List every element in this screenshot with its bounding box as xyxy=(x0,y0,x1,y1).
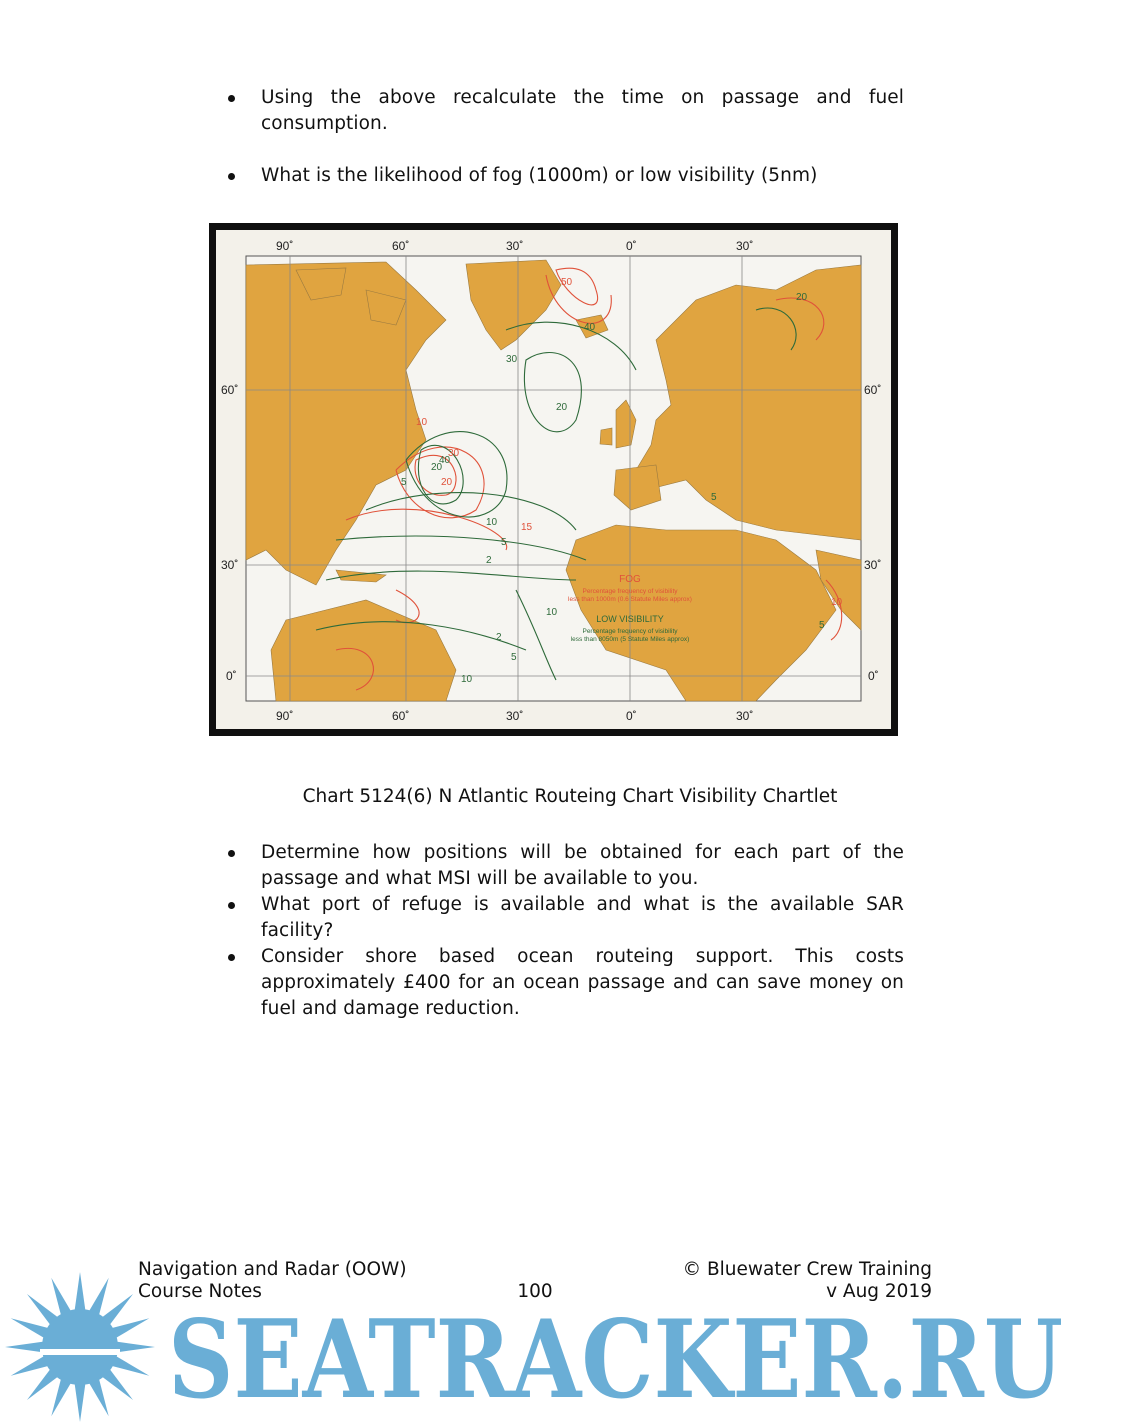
svg-text:60˚: 60˚ xyxy=(864,383,882,397)
bullet-item: Determine how positions will be obtained for each part of the passage and what MSI will be available to you. xyxy=(228,840,904,892)
svg-text:40: 40 xyxy=(584,322,596,333)
svg-text:10: 10 xyxy=(546,607,558,618)
svg-text:5: 5 xyxy=(511,652,517,663)
svg-text:30˚: 30˚ xyxy=(506,239,524,253)
svg-text:0˚: 0˚ xyxy=(226,669,237,683)
watermark-text: SEATRACKER.RU xyxy=(168,1297,1063,1423)
svg-text:10: 10 xyxy=(486,517,498,528)
bullet-icon xyxy=(228,954,235,961)
bullet-item: Consider shore based ocean routeing support. This costs approximately £400 for an ocean passage and can save money on fuel and damage reduction. xyxy=(228,944,904,1022)
visibility-chartlet xyxy=(209,223,898,736)
svg-text:60˚: 60˚ xyxy=(221,383,239,397)
bullet-item: What port of refuge is available and what is the available SAR facility? xyxy=(228,892,904,944)
svg-text:50: 50 xyxy=(561,277,573,288)
svg-text:90˚: 90˚ xyxy=(276,239,294,253)
bullet-icon xyxy=(228,902,235,909)
bullet-list-bottom xyxy=(228,840,904,1022)
bullet-icon xyxy=(228,95,235,102)
svg-text:5: 5 xyxy=(819,620,825,631)
sun-icon xyxy=(5,1272,155,1422)
footer-version: v Aug 2019 xyxy=(826,1281,932,1302)
svg-text:2: 2 xyxy=(486,555,492,566)
svg-text:Percentage frequency of visibi: Percentage frequency of visibility xyxy=(582,588,678,595)
bullet-icon xyxy=(228,173,235,180)
svg-text:0˚: 0˚ xyxy=(626,239,637,253)
svg-text:15: 15 xyxy=(521,522,533,533)
svg-text:Percentage frequency of visibi: Percentage frequency of visibility xyxy=(582,628,678,635)
svg-text:20: 20 xyxy=(796,292,808,303)
svg-text:30˚: 30˚ xyxy=(736,709,754,723)
svg-text:40: 40 xyxy=(439,455,451,466)
svg-text:30˚: 30˚ xyxy=(506,709,524,723)
svg-text:10: 10 xyxy=(416,417,428,428)
svg-text:FOG: FOG xyxy=(619,574,641,585)
svg-text:2: 2 xyxy=(496,632,502,643)
footer-course-title: Navigation and Radar (OOW) xyxy=(138,1259,407,1280)
svg-text:10: 10 xyxy=(831,597,843,608)
svg-text:60˚: 60˚ xyxy=(392,709,410,723)
svg-text:90˚: 90˚ xyxy=(276,709,294,723)
svg-text:30˚: 30˚ xyxy=(736,239,754,253)
bullet-list-top xyxy=(228,85,904,189)
svg-text:30: 30 xyxy=(506,354,518,365)
bullet-icon xyxy=(228,850,235,857)
svg-text:LOW VISIBILITY: LOW VISIBILITY xyxy=(596,614,664,624)
svg-text:20: 20 xyxy=(431,462,443,473)
svg-text:less than 8050m (5 Statute Mil: less than 8050m (5 Statute Miles approx) xyxy=(570,636,690,643)
svg-text:0˚: 0˚ xyxy=(626,709,637,723)
svg-text:10: 10 xyxy=(461,674,473,685)
footer-course-notes: Course Notes xyxy=(138,1281,262,1302)
bullet-item: What is the likelihood of fog (1000m) or low visibility (5nm) xyxy=(228,163,904,189)
svg-text:5: 5 xyxy=(401,477,407,488)
svg-text:20: 20 xyxy=(441,477,453,488)
footer-copyright: © Bluewater Crew Training xyxy=(682,1259,932,1280)
svg-text:5: 5 xyxy=(501,537,507,548)
figure-caption: Chart 5124(6) N Atlantic Routeing Chart Visibility Chartlet xyxy=(302,786,838,807)
svg-text:30˚: 30˚ xyxy=(864,558,882,572)
svg-text:60˚: 60˚ xyxy=(392,239,410,253)
svg-text:5: 5 xyxy=(711,492,717,503)
svg-text:30: 30 xyxy=(448,448,460,459)
svg-text:0˚: 0˚ xyxy=(868,669,879,683)
page-number: 100 xyxy=(517,1281,553,1302)
svg-text:less than 1000m (0.6 Statute M: less than 1000m (0.6 Statute Miles approx) xyxy=(568,596,692,603)
svg-text:20: 20 xyxy=(556,402,568,413)
svg-text:30˚: 30˚ xyxy=(221,558,239,572)
bullet-item: Using the above recalculate the time on passage and fuel consumption. xyxy=(228,85,904,137)
